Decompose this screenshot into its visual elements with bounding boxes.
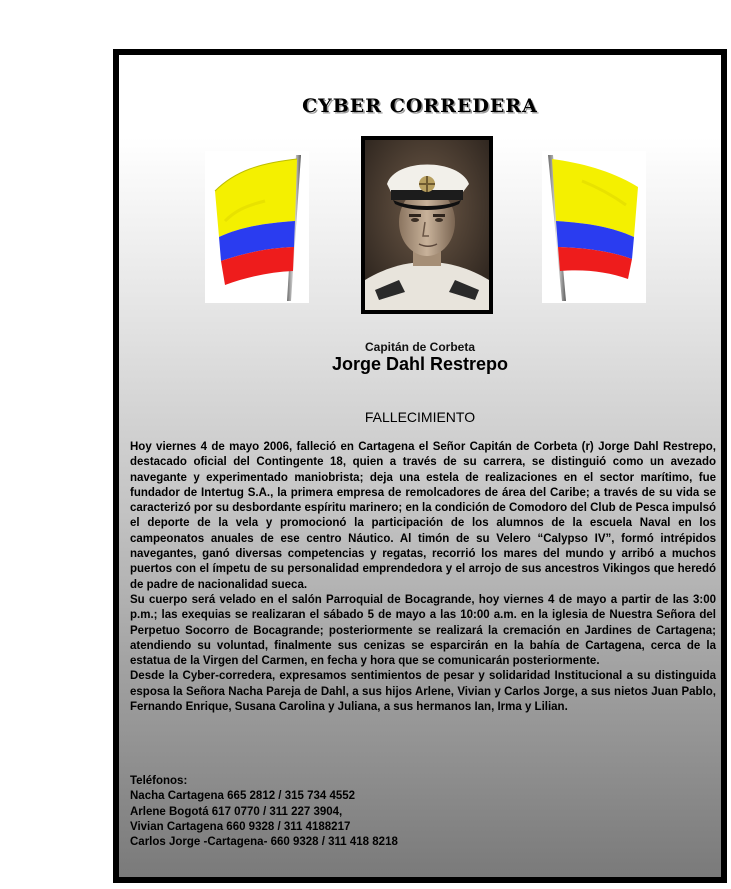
colombia-flag-icon — [542, 151, 646, 303]
contact-phones — [130, 774, 716, 850]
phones-label: Teléfonos: — [130, 775, 188, 787]
phone-line: Vivian Cartagena 660 9328 / 311 4188217 — [130, 820, 351, 833]
person-name: Jorge Dahl Restrepo — [331, 354, 509, 374]
notice-heading: FALLECIMIENTO — [364, 409, 476, 425]
notice-paragraph: Hoy viernes 4 de mayo 2006, falleció en Cartagena el Señor Capitán de Corbeta (r) Jorge Dahl Restrepo, destacado oficial del Contingente 18, quien a través de su carrera, se distinguió como un avezado navegante y experimentado maniobrista; deja una estela de realizaciones en el sector marítimo, fue fundador de Intertug S.A., la primera empresa de remolcadores de área del Caribe; a través de su vida se caracterizó por su desbordante espíritu marinero; en la condición de Comodoro del Club de Pesca impulsó el deporte de la vela y promocionó la participación de los alumnos de la escuela Naval en los campeonatos anuales de ese centro Náutico. Al timón de su Velero “Calypso IV”, formó intrépidos navegantes, ganó diversas competencias y regatas, recorrió los mares del mundo y arribó a muchos puertos con el ímpetu de su personalidad emprendedora y el arrojo de sus ancestros Vikingos que heredó de padre de nacionalidad sueca. — [130, 441, 716, 591]
notice-paragraph: Su cuerpo será velado en el salón Parroquial de Bocagrande, hoy viernes 4 de mayo a partir de las 3:00 p.m.; las exequias se realizaran el sábado 5 de mayo a las 10:00 a.m. en la iglesia de Nuestra Señora del Perpetuo Socorro de Bocagrande; posteriormente se realizará la cremación en Jardines de Cartagena; atendiendo su voluntad, finalmente sus cenizas se esparcirán en la bahía de Cartagena, cerca de la estatua de la Virgen del Carmen, en fecha y hora que se comunicarán posteriormente. — [130, 593, 716, 668]
notice-body — [130, 440, 716, 715]
notice-paragraph: Desde la Cyber-corredera, expresamos sentimientos de pesar y solidaridad Institucional a su distinguida esposa la Señora Nacha Pareja de Dahl, a sus hijos Arlene, Vivian y Carlos Jorge, a sus nietos Juan Pablo, Fernando Enrique, Susana Carolina y Juliana, a sus hermanos Ian, Irma y Lilian. — [130, 670, 716, 714]
phone-line: Arlene Bogotá 617 0770 / 311 227 3904, — [130, 805, 343, 818]
colombia-flag-icon — [205, 151, 309, 303]
phone-line: Nacha Cartagena 665 2812 / 315 734 4552 — [130, 790, 356, 803]
phone-line: Carlos Jorge -Cartagena- 660 9328 / 311 418 8218 — [130, 836, 398, 849]
naval-officer-portrait-icon — [365, 140, 489, 310]
portrait-photo — [361, 136, 493, 314]
page-title: CYBER CORREDERA — [302, 95, 538, 117]
obituary-card — [113, 49, 727, 883]
rank-label: Capitán de Corbeta — [364, 340, 475, 354]
